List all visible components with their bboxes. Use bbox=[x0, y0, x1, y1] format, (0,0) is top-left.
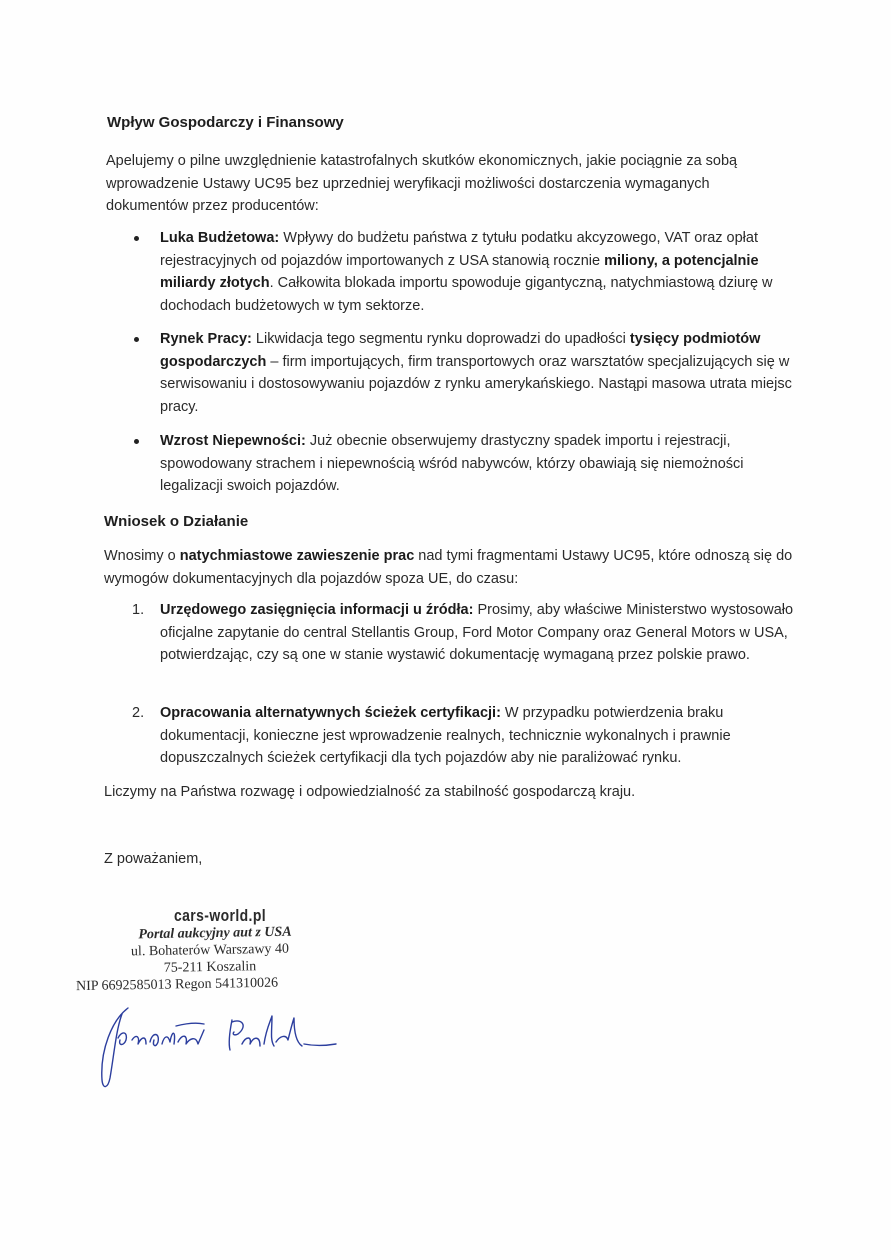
company-stamp bbox=[75, 906, 320, 995]
request-intro-paragraph bbox=[104, 545, 804, 590]
impact-intro-paragraph: Apelujemy o pilne uwzględnienie katastrofalnych skutków ekonomicznych, jakie pociągnie za sobą wprowadzenie Ustawy UC95 bez uprzedniej weryfikacji możliwości dostarczenia wymaganych dokumentów przez producentów: bbox=[106, 153, 738, 214]
item-label: Urzędowego zasięgnięcia informacji u źródła: bbox=[160, 602, 474, 618]
bullet-dot-icon bbox=[134, 236, 139, 241]
list-number: 2. bbox=[132, 705, 145, 721]
bullet-dot-icon bbox=[134, 439, 139, 444]
item-label: Opracowania alternatywnych ścieżek certyfikacji: bbox=[160, 705, 501, 721]
item-text: Prosimy, aby właściwe Ministerstwo wystosowało oficjalne zapytanie do central Stellantis Group, Ford Motor Company oraz General Motors w USA, potwierdzając, czy są one w stanie wystawić dokumentację wymaganą przez polskie prawo. bbox=[160, 602, 794, 663]
list-number: 1. bbox=[132, 602, 145, 618]
closing-paragraph: Liczymy na Państwa rozwagę i odpowiedzialność za stabilność gospodarczą kraju. bbox=[104, 784, 636, 800]
bullet-text: . Całkowita blokada importu spowoduje gigantyczną, natychmiastową dziurę w dochodach budżetowych w tym sektorze. bbox=[160, 275, 773, 314]
bullet-label: Luka Budżetowa: bbox=[160, 230, 280, 246]
request-text: nad tymi fragmentami Ustawy UC95, które odnoszą się do wymogów dokumentacyjnych dla pojazdów spoza UE, do czasu: bbox=[104, 548, 793, 587]
bullet-emphasis: tysięcy podmiotów gospodarczych bbox=[160, 331, 761, 370]
bullet-emphasis: miliony, a potencjalnie miliardy złotych bbox=[160, 252, 759, 291]
request-text: Wnosimy o bbox=[104, 548, 180, 564]
bullet-text: Już obecnie obserwujemy drastyczny spadek importu i rejestracji, spowodowany strachem i niepewnością wśród nabywców, którzy obawiają się niemożności legalizacji swoich pojazdów. bbox=[160, 433, 744, 494]
bullet-label: Wzrost Niepewności: bbox=[160, 433, 306, 449]
section-heading-impact: Wpływ Gospodarczy i Finansowy bbox=[107, 114, 344, 131]
bullet-budget-gap bbox=[160, 227, 800, 317]
bullet-text: Wpływy do budżetu państwa z tytułu podatku akcyzowego, VAT oraz opłat rejestracyjnych od pojazdów importowanych z USA stanowią rocznie bbox=[160, 230, 758, 269]
handwritten-signature bbox=[92, 1000, 342, 1095]
section-heading-request: Wniosek o Działanie bbox=[104, 513, 249, 530]
bullet-dot-icon bbox=[134, 337, 139, 342]
numbered-item-official-inquiry bbox=[132, 599, 800, 667]
bullet-text: Likwidacja tego segmentu rynku doprowadzi do upadłości bbox=[251, 331, 630, 347]
regards-line: Z poważaniem, bbox=[104, 851, 203, 867]
bullet-label: Rynek Pracy: bbox=[160, 331, 252, 347]
stamp-city: 75-211 Koszalin bbox=[163, 959, 257, 976]
bullet-uncertainty bbox=[160, 430, 800, 498]
request-emphasis: natychmiastowe zawieszenie prac bbox=[179, 548, 415, 564]
bullet-text: – firm importujących, firm transportowych oraz warsztatów specjalizujących się w serwisowaniu i dostosowywaniu pojazdów z rynku amerykańskiego. Nastąpi masowa utrata miejsc pracy. bbox=[160, 353, 792, 415]
stamp-subtitle: Portal aukcyjny aut z USA bbox=[138, 924, 292, 943]
item-text: W przypadku potwierdzenia braku dokumentacji, konieczne jest wprowadzenie realnych, technicznie wykonalnych i prawnie dopuszczalnych ścieżek certyfikacji dla tych pojazdów aby nie paraliżować rynku. bbox=[160, 705, 731, 766]
stamp-company-name: cars-world.pl bbox=[173, 906, 267, 925]
bullet-labor-market bbox=[160, 328, 800, 418]
stamp-tax-ids: NIP 6692585013 Regon 541310026 bbox=[75, 975, 279, 995]
numbered-item-certification-paths bbox=[132, 702, 800, 770]
stamp-street: ul. Bohaterów Warszawy 40 bbox=[130, 941, 290, 960]
